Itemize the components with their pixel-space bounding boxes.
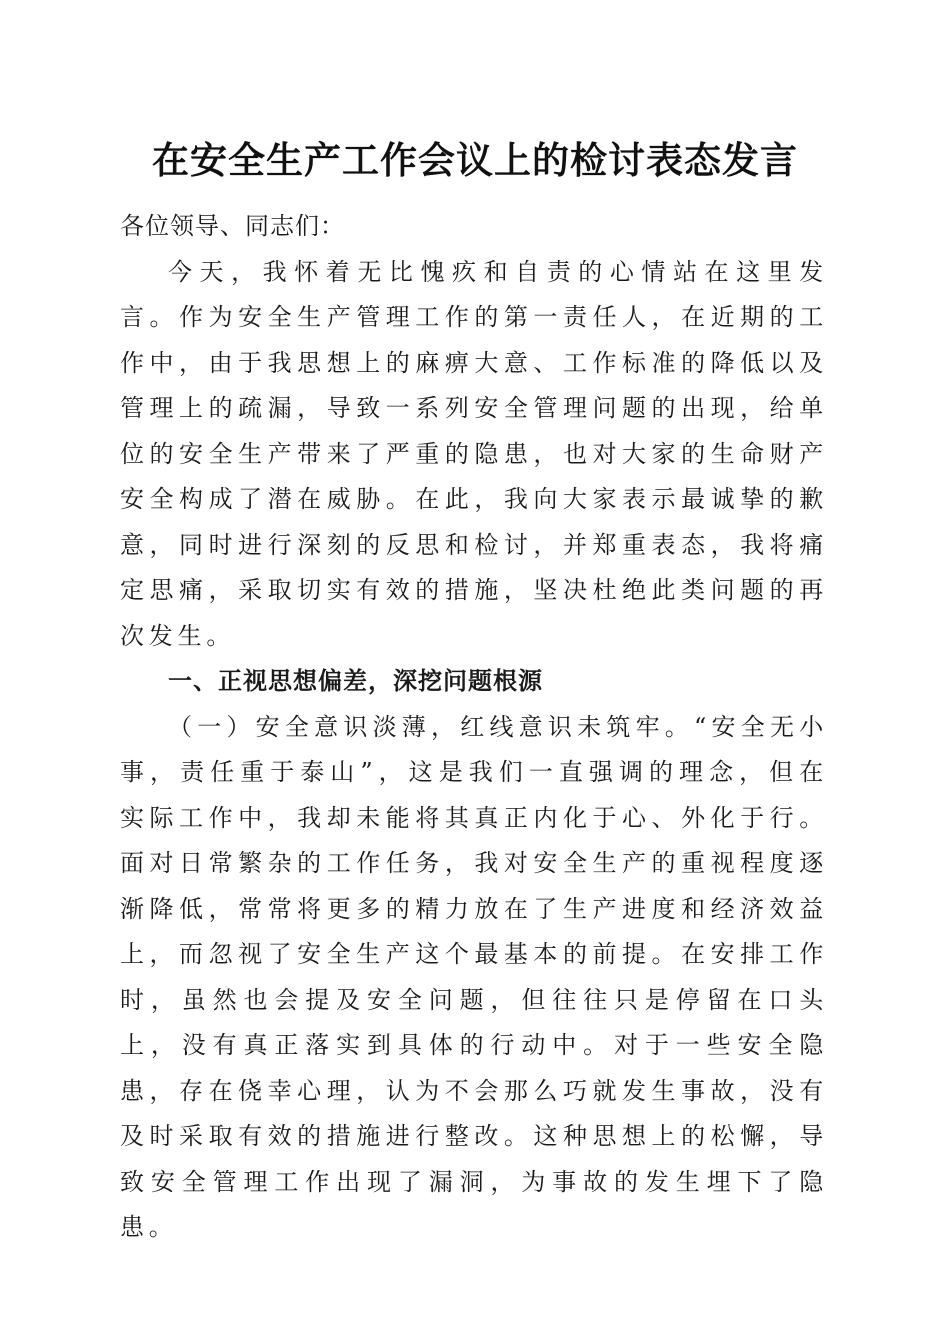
intro-paragraph: 今天，我怀着无比愧疚和自责的心情站在这里发言。作为安全生产管理工作的第一责任人，在近期的工作中，由于我思想上的麻痹大意、工作标准的降低以及管理上的疏漏，导致一系列安全管理问题的出现，给单位的安全生产带来了严重的隐患，也对大家的生命财产安全构成了潜在威胁。在此，我向大家表示最诚挚的歉意，同时进行深刻的反思和检讨，并郑重表态，我将痛定思痛，采取切实有效的措施，坚决杜绝此类问题的再次发生。: [120, 257, 828, 650]
subsection-paragraph: （一）安全意识淡薄，红线意识未筑牢。“安全无小事，责任重于泰山”，这是我们一直强调的理念，但在实际工作中，我却未能将其真正内化于心、外化于行。面对日常繁杂的工作任务，我对安全生产的重视程度逐渐降低，常常将更多的精力放在了生产进度和经济效益上，而忽视了安全生产这个最基本的前提。在安排工作时，虽然也会提及安全问题，但往往只是停留在口头上，没有真正落实到具体的行动中。对于一些安全隐患，存在侥幸心理，认为不会那么巧就发生事故，没有及时采取有效的措施进行整改。这种思想上的松懈，导致安全管理工作出现了漏洞，为事故的发生埋下了隐患。: [120, 712, 828, 1241]
salutation: 各位领导、同志们：: [120, 212, 345, 240]
document-title: 在安全生产工作会议上的检讨表态发言: [152, 138, 798, 182]
document-body: [120, 204, 828, 1251]
section-heading: 一、正视思想偏差，深挖问题根源: [168, 667, 543, 695]
